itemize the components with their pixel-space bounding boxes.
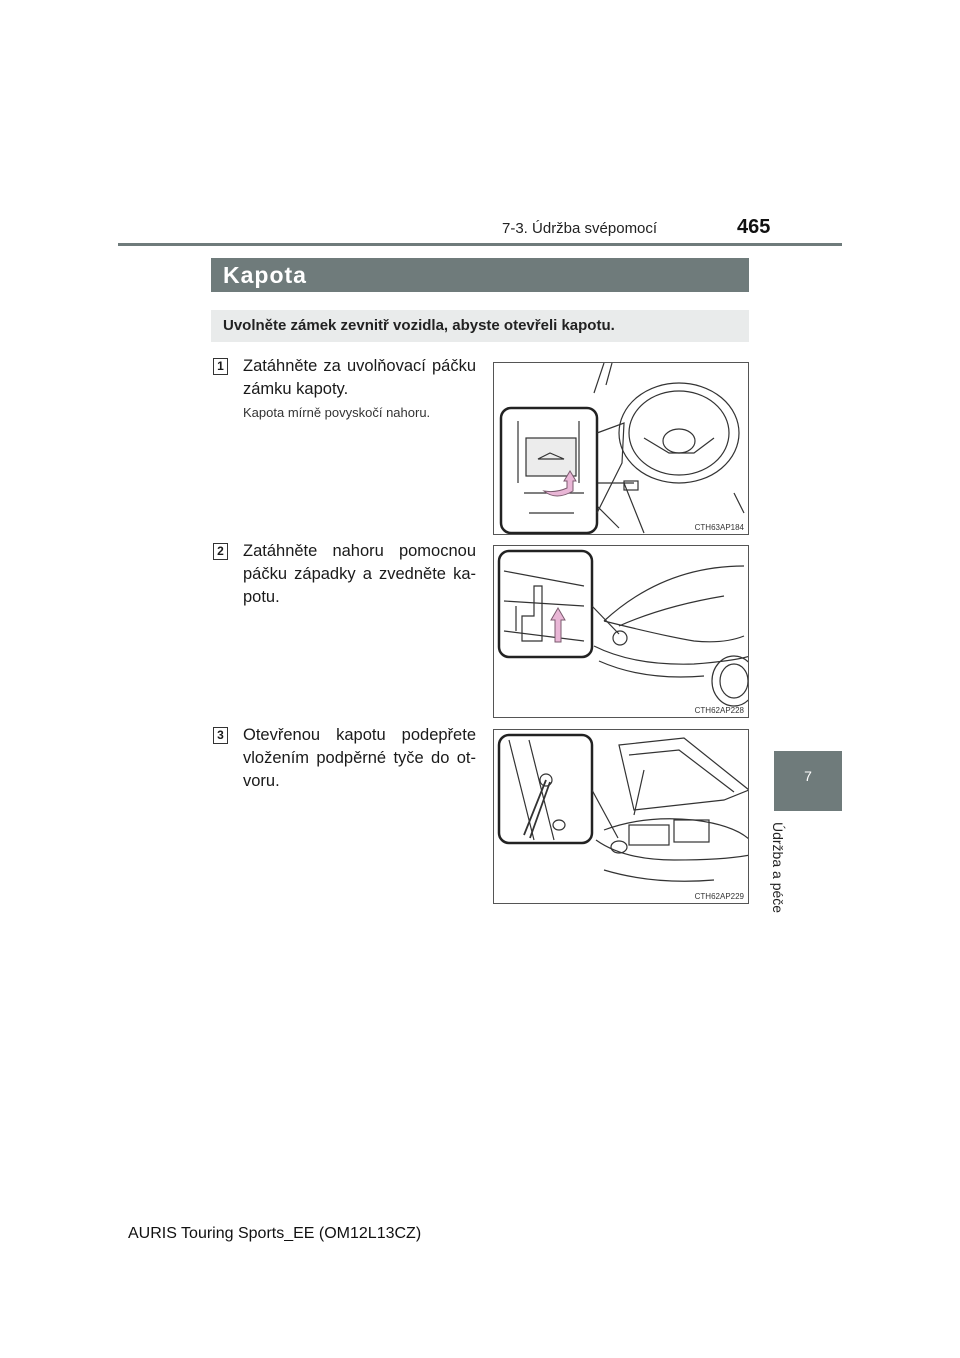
- section-title: Kapota: [223, 262, 307, 288]
- step-number-3: 3: [213, 727, 228, 744]
- step-number-1: 1: [213, 358, 228, 375]
- step-text-1: Zatáhněte za uvolňovací páčku zámku kapoty.: [243, 357, 476, 398]
- step-text-2: Zatáhněte nahoru pomocnou páčku západky a zvedněte ka-potu.: [243, 542, 476, 606]
- chapter-tab: 7: [774, 751, 842, 811]
- chapter-label-text: Údržba a péče: [770, 822, 786, 914]
- figure-code-2: CTH62AP228: [694, 706, 744, 715]
- subheading-bar: [211, 310, 749, 342]
- step-text-3: Otevřenou kapotu podepřete vložením podpěrné tyče do ot-voru.: [243, 726, 476, 790]
- section-title-bar: [211, 258, 749, 292]
- page-number: 465: [737, 216, 771, 238]
- step-number-2: 2: [213, 543, 228, 560]
- step-note-1: Kapota mírně povyskočí nahoru.: [243, 405, 431, 420]
- figure-code-3: CTH62AP229: [694, 892, 744, 901]
- chapter-label: [770, 822, 806, 922]
- figure-1-illustration: [494, 363, 749, 535]
- header-divider: [118, 243, 842, 246]
- subheading: Uvolněte zámek zevnitř vozidla, abyste otevřeli kapotu.: [223, 317, 615, 334]
- figure-support-rod: [493, 729, 749, 904]
- figure-3-illustration: [494, 730, 749, 904]
- figure-2-illustration: [494, 546, 749, 718]
- figure-auxiliary-catch-lever: [493, 545, 749, 718]
- figure-hood-release-lever: [493, 362, 749, 535]
- figure-code-1: CTH63AP184: [694, 523, 744, 532]
- section-heading: 7-3. Údržba svépomocí: [502, 220, 658, 237]
- footer-manual-id: AURIS Touring Sports_EE (OM12L13CZ): [128, 1225, 422, 1242]
